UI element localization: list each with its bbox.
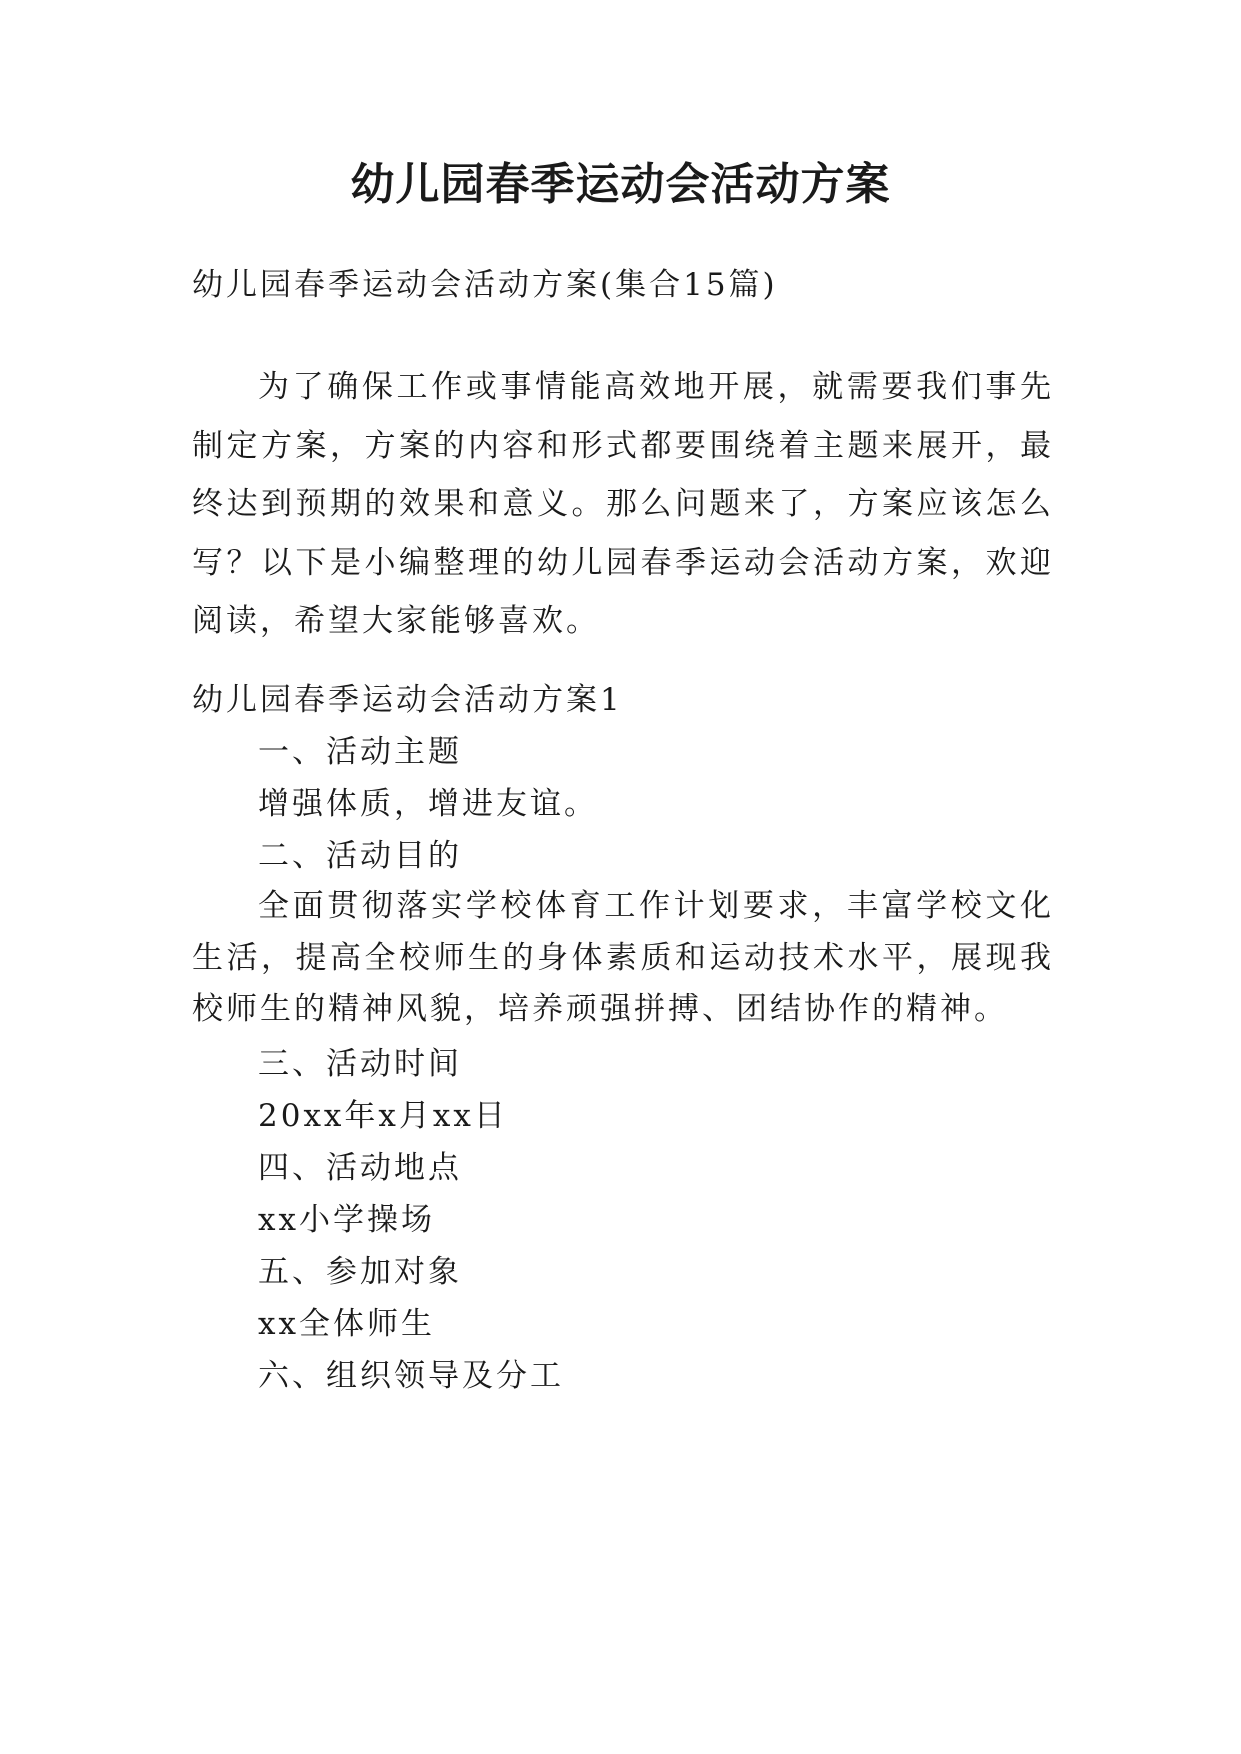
item-activity-time: 三、活动时间 — [258, 1046, 462, 1082]
item-time-text: 20xx年x月xx日 — [258, 1098, 508, 1134]
item-organization: 六、组织领导及分工 — [258, 1358, 564, 1394]
document-subtitle: 幼儿园春季运动会活动方案(集合15篇) — [192, 267, 778, 303]
section-heading: 幼儿园春季运动会活动方案1 — [192, 682, 623, 718]
item-activity-theme: 一、活动主题 — [258, 734, 462, 770]
item-participants: 五、参加对象 — [258, 1254, 462, 1290]
item-location-text: xx小学操场 — [258, 1202, 435, 1238]
intro-paragraph: 为了确保工作或事情能高效地开展，就需要我们事先制定方案，方案的内容和形式都要围绕着主题来展开，最终达到预期的效果和意义。那么问题来了，方案应该怎么写？以下是小编整理的幼儿园春季运动会活动方案，欢迎阅读，希望大家能够喜欢。 — [192, 369, 1054, 639]
purpose-paragraph: 全面贯彻落实学校体育工作计划要求，丰富学校文化生活，提高全校师生的身体素质和运动技术水平，展现我校师生的精神风貌，培养顽强拼搏、团结协作的精神。 — [192, 888, 1054, 1027]
item-theme-text: 增强体质，增进友谊。 — [258, 786, 598, 822]
document-title: 幼儿园春季运动会活动方案 — [350, 159, 891, 210]
item-activity-purpose: 二、活动目的 — [258, 838, 462, 874]
item-activity-location: 四、活动地点 — [258, 1150, 462, 1186]
item-participants-text: xx全体师生 — [258, 1306, 435, 1342]
